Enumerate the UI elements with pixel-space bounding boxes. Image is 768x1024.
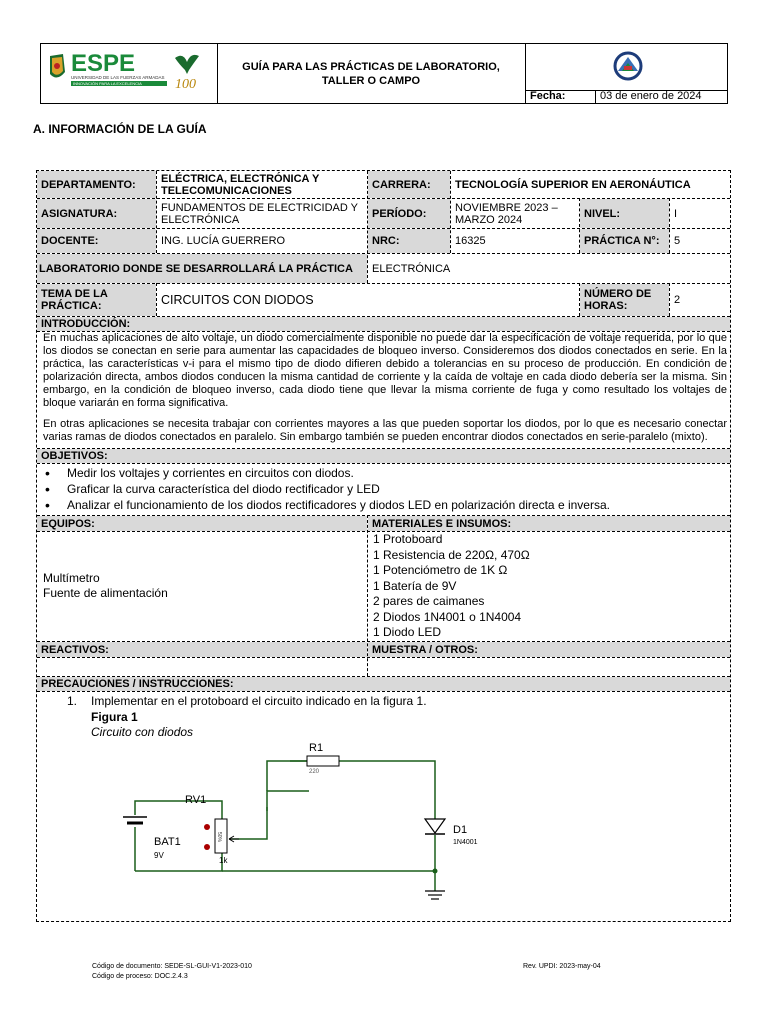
nrc-value: 16325 [455, 235, 486, 247]
step-number: 1. [67, 694, 78, 708]
docente-value: ING. LUCÍA GUERRERO [161, 235, 286, 247]
laboratorio-value: ELECTRÓNICA [372, 262, 451, 275]
logo-subtitle: UNIVERSIDAD DE LAS FUERZAS ARMADAS [71, 75, 165, 80]
objetivo-item: • Medir los voltajes y corrientes en circuitos con diodos. [41, 465, 725, 481]
equipos-list [43, 571, 363, 601]
equipo-item: Multímetro [43, 571, 100, 585]
figure-label: Figura 1 [91, 710, 138, 724]
r-value: 220 [309, 769, 320, 775]
material-item: 1 Potenciómetro de 1K Ω [373, 563, 508, 577]
material-item: 2 Diodos 1N4001 o 1N4004 [373, 609, 522, 624]
step-text: Implementar en el protoboard el circuito indicado en la figura 1. [91, 694, 427, 708]
footer-doc-code: Código de documento: SEDE-SL-GUI-V1-2023-010 [92, 963, 252, 970]
objetivo-item: • Analizar el funcionamiento de los diodos rectificadores y diodos LED en polarización directa e inversa. [41, 497, 725, 513]
introduccion-paragraph-2: En otras aplicaciones se necesita trabajar con corrientes mayores a las que pueden soportar los diodos, por lo que es necesario conectar varias ramas de diodos conectados en paralelo. Sin embargo también se pueden encontrar diodos conectados en serie-paralelo (mixto). [43, 418, 727, 443]
guide-info-table [36, 170, 731, 922]
material-item: 1 Batería de 9V [373, 578, 457, 593]
date-label: Fecha: [526, 90, 596, 103]
carrera-label: CARRERA: [368, 171, 450, 198]
document-title: GUÍA PARA LAS PRÁCTICAS DE LABORATORIO, TALLER O CAMPO [217, 44, 526, 103]
d-value: 1N4001 [453, 839, 478, 846]
introduccion-paragraph-1: En muchas aplicaciones de alto voltaje, un diodo comercialmente disponible no puede dar la especificación de voltaje requerida, por lo que los diodos se conectan en serie para aumentar las capacidades de bloqueo inverso. Consideremos dos diodos conectados en serie. En la práctica, las características v-i para el mismo tipo de diodo difieren debido a tolerancias en su proceso de producción. En condición de polarización directa, ambos diodos conducen la misma cantidad de corriente y la caída de voltaje en cada diodo debería ser la misma. Sin embargo, en la condición de bloqueo inverso, cada diodo tiene que llevar la misma corriente de fuga y como resultado los voltajes de bloque variarán en forma significativa. [43, 332, 727, 409]
material-item: 1 Protoboard [373, 532, 443, 546]
docente-label: DOCENTE: [37, 229, 156, 253]
periodo-value: NOVIEMBRE 2023 – MARZO 2024 [455, 201, 558, 226]
carrera-value: TECNOLOGÍA SUPERIOR EN AERONÁUTICA [455, 178, 691, 191]
equipo-item: Fuente de alimentación [43, 586, 168, 600]
logo-years: 100 [175, 77, 196, 92]
nivel-value: I [674, 207, 678, 220]
rv-value: 1k [219, 856, 228, 865]
footer-proc-code: Código de proceso: DOC.2.4.3 [92, 973, 188, 980]
material-item: 1 Resistencia de 220Ω, 470Ω [373, 547, 530, 562]
bat-value: 9V [154, 851, 164, 860]
practica-value: 5 [674, 235, 681, 247]
footer-revision: Rev. UPDI: 2023-may-04 [523, 963, 601, 970]
objetivo-item: • Graficar la curva característica del diodo rectificador y LED [41, 481, 725, 497]
equipos-label: EQUIPOS: [37, 516, 367, 531]
document-header [40, 43, 728, 104]
material-item: 1 Diodo LED [373, 625, 442, 639]
departamento-value: ELÉCTRICA, ELECTRÓNICA Y TELECOMUNICACIONES [161, 172, 320, 197]
logo-wordmark: ESPE [71, 50, 136, 77]
nrc-label: NRC: [368, 229, 450, 253]
figure-caption: Circuito con diodos [91, 725, 194, 739]
periodo-label: PERÍODO: [368, 199, 450, 228]
objetivos-label: OBJETIVOS: [37, 449, 730, 463]
introduccion-label: INTRODUCCIÓN: [37, 317, 730, 331]
potentiometer-rv1 [204, 819, 239, 853]
horas-label: NÚMERO DE HORAS: [580, 284, 669, 316]
practica-label: PRÁCTICA N°: [580, 229, 669, 253]
precauciones-label: PRECAUCIONES / INSTRUCCIONES: [37, 677, 730, 691]
date-value: 03 de enero de 2024 [600, 90, 702, 102]
circuit-diagram [117, 741, 517, 911]
departamento-label: DEPARTAMENTO: [37, 171, 156, 198]
asignatura-label: ASIGNATURA: [37, 199, 156, 228]
laboratorio-label: LABORATORIO DONDE SE DESARROLLARÁ LA PRÁCTICA [37, 254, 367, 283]
institution-seal [526, 44, 727, 91]
horas-value: 2 [674, 294, 681, 306]
material-item: 2 pares de caimanes [373, 594, 485, 608]
nivel-label: NIVEL: [580, 199, 669, 228]
espe-logo-icon [41, 44, 217, 103]
r-label: R1 [309, 742, 324, 754]
materiales-list [373, 532, 723, 641]
d-label: D1 [453, 824, 468, 836]
diode-d1 [425, 819, 445, 834]
rv-pct: 50% [216, 832, 222, 843]
tema-label: TEMA DE LA PRÁCTICA: [37, 284, 156, 316]
bat-label: BAT1 [154, 836, 181, 848]
battery-bat1 [123, 815, 147, 827]
reactivos-label: REACTIVOS: [37, 642, 367, 657]
section-title: A. INFORMACIÓN DE LA GUÍA [33, 122, 207, 136]
rv-label: RV1 [185, 794, 207, 806]
resistor-r1 [307, 756, 339, 766]
objetivos-list [41, 465, 725, 513]
tema-value: CIRCUITOS CON DIODOS [161, 293, 314, 307]
seal-icon [526, 44, 727, 90]
espe-logo [41, 44, 218, 103]
asignatura-value: FUNDAMENTOS DE ELECTRICIDAD Y ELECTRÓNICA [161, 201, 358, 226]
materiales-label: MATERIALES E INSUMOS: [368, 516, 730, 531]
muestra-label: MUESTRA / OTROS: [368, 642, 730, 657]
logo-tagline: INNOVACIÓN PARA LA EXCELENCIA [73, 81, 142, 86]
